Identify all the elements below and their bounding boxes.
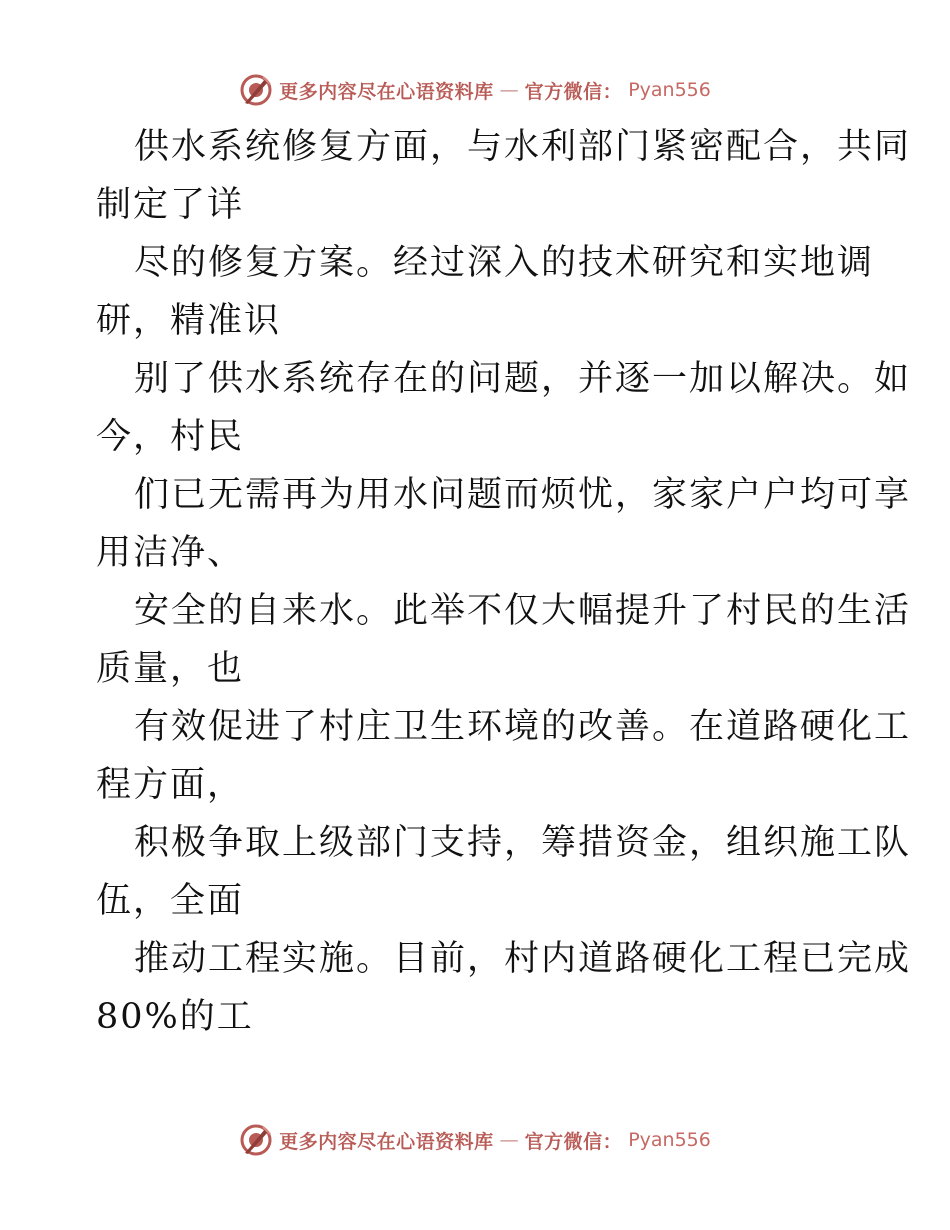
- quill-pen-seal-icon: [239, 1123, 273, 1157]
- header-wechat-id: Pyan556: [628, 79, 711, 101]
- body-line: 供水系统修复方面，与水利部门紧密配合，共同: [134, 127, 912, 167]
- body-line: 推动工程实施。目前，村内道路硬化工程已完成: [134, 939, 912, 979]
- body-line: 制定了详: [96, 185, 245, 225]
- header-brand-text: 更多内容尽在心语资料库: [279, 80, 494, 103]
- body-line: 研，精准识: [96, 301, 282, 341]
- body-line: 别了供水系统存在的问题，并逐一加以解决。如: [134, 359, 912, 399]
- footer-brand-text: 更多内容尽在心语资料库: [279, 1130, 494, 1153]
- header-wechat-label: 官方微信：: [524, 80, 623, 103]
- body-line: 今，村民: [96, 417, 245, 457]
- body-line: 程方面，: [96, 765, 245, 805]
- footer-separator: —: [499, 1129, 519, 1151]
- footer-banner: [0, 1120, 950, 1160]
- footer-wechat-label: 官方微信：: [524, 1130, 623, 1153]
- body-line: 伍，全面: [96, 881, 245, 921]
- body-line: 质量，也: [96, 649, 245, 689]
- body-line: 用洁净、: [96, 533, 245, 573]
- body-line: 80%的工: [96, 997, 254, 1037]
- body-line: 尽的修复方案。经过深入的技术研究和实地调: [134, 243, 875, 283]
- body-line: 积极争取上级部门支持，筹措资金，组织施工队: [134, 823, 912, 863]
- body-line: 安全的自来水。此举不仅大幅提升了村民的生活: [134, 591, 912, 631]
- header-separator: —: [499, 79, 519, 101]
- body-line: 有效促进了村庄卫生环境的改善。在道路硬化工: [134, 707, 912, 747]
- quill-pen-seal-icon: [239, 73, 273, 107]
- body-line: 们已无需再为用水问题而烦忧，家家户户均可享: [134, 475, 912, 515]
- header-banner: [0, 70, 950, 110]
- document-body: [96, 118, 912, 1046]
- footer-wechat-id: Pyan556: [628, 1129, 711, 1151]
